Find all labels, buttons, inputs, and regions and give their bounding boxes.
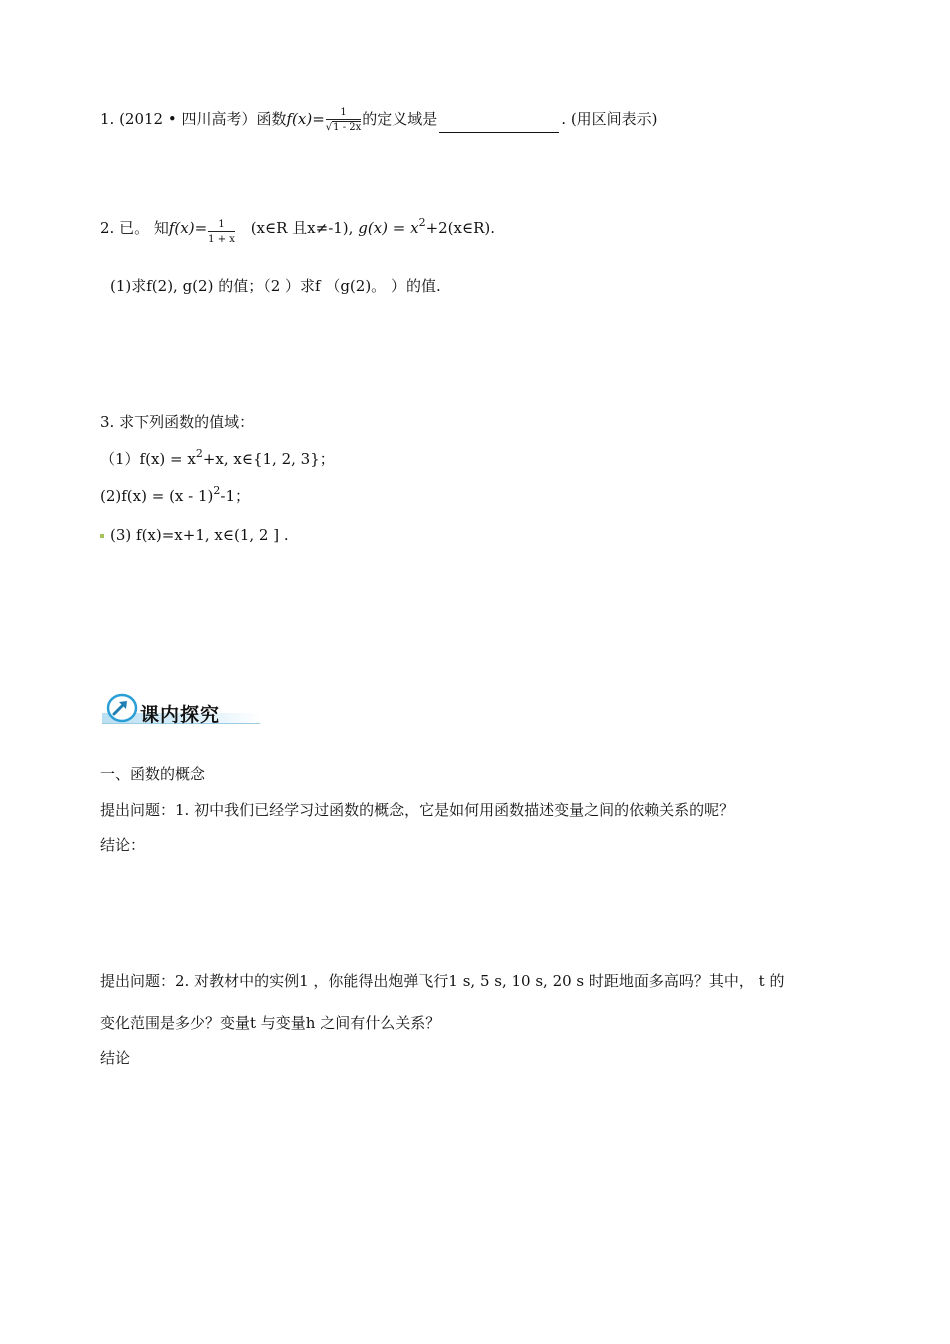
q3-item1-exponent: 2 xyxy=(195,447,203,460)
q1-function: f(x)= xyxy=(286,110,325,128)
part-1-conclusion: 结论： xyxy=(100,836,146,854)
question-3-item-1 xyxy=(100,447,335,468)
part-2-question-line-2: 变化范围是多少？变量t 与变量h 之间有什么关系？ xyxy=(100,1014,441,1032)
question-1 xyxy=(100,107,658,133)
q2-function: f(x)= xyxy=(168,219,208,237)
q1-numerator: 1 xyxy=(326,107,361,120)
q1-suffix: 的定义域是 xyxy=(362,110,438,128)
q3-item1-b: +x, x∈{1, 2, 3}； xyxy=(202,450,335,468)
section-title: 课内探究 xyxy=(140,704,221,726)
question-3-item-3 xyxy=(100,528,289,543)
q3-item3: (3) f(x)=x+1, x∈(1, 2 ] . xyxy=(110,526,289,544)
q1-prefix: 1. (2012 • 四川高考）函数 xyxy=(100,110,287,128)
q3-item2-exponent: 2 xyxy=(213,484,221,497)
question-3-title: 3. 求下列函数的值域： xyxy=(100,413,255,431)
part-2-conclusion: 结论 xyxy=(100,1049,131,1067)
q3-item2-a: (2)f(x) = (x - 1) xyxy=(100,487,214,505)
q3-item2-b: -1； xyxy=(220,487,251,505)
section-header xyxy=(100,693,262,727)
question-3-item-2 xyxy=(100,484,251,505)
q2-prefix: 2. 已。 知 xyxy=(100,219,169,237)
q2-g-tail: +2(x∈R). xyxy=(425,219,496,237)
q2-denominator: 1 + x xyxy=(208,234,235,245)
q2-g-exponent: 2 xyxy=(418,216,426,229)
q2-numerator: 1 xyxy=(208,219,235,232)
q1-denominator: 1 - 2x xyxy=(333,122,362,133)
arrow-badge-icon xyxy=(106,693,138,723)
q2-fraction xyxy=(208,219,235,245)
part-1-heading: 一、函数的概念 xyxy=(100,765,206,783)
bullet-dot-icon xyxy=(100,534,104,538)
q2-g-function: g(x) = x xyxy=(358,219,419,237)
q1-tail: . (用区间表示) xyxy=(561,110,658,128)
part-1-question: 提出问题：1. 初中我们已经学习过函数的概念，它是如何用函数描述变量之间的依赖关系的呢？ xyxy=(100,801,735,819)
part-2-question-line-1: 提出问题：2. 对教材中的实例1 ，你能得出炮弹飞行1 s, 5 s, 10 s, 20 s 时距地面多高吗？其中， t 的 xyxy=(100,972,785,990)
question-2-sub: (1)求f(2), g(2) 的值；（2 ）求f （g(2)。 ）的值. xyxy=(110,277,441,295)
q1-answer-blank[interactable] xyxy=(439,118,559,133)
q3-item1-a: （1）f(x) = x xyxy=(100,450,196,468)
q1-fraction: $\frac{1}{√1 - 2x}$ xyxy=(325,107,362,133)
question-2 xyxy=(100,213,495,245)
q2-condition: (x∈R 且x≠-1), xyxy=(250,219,354,237)
